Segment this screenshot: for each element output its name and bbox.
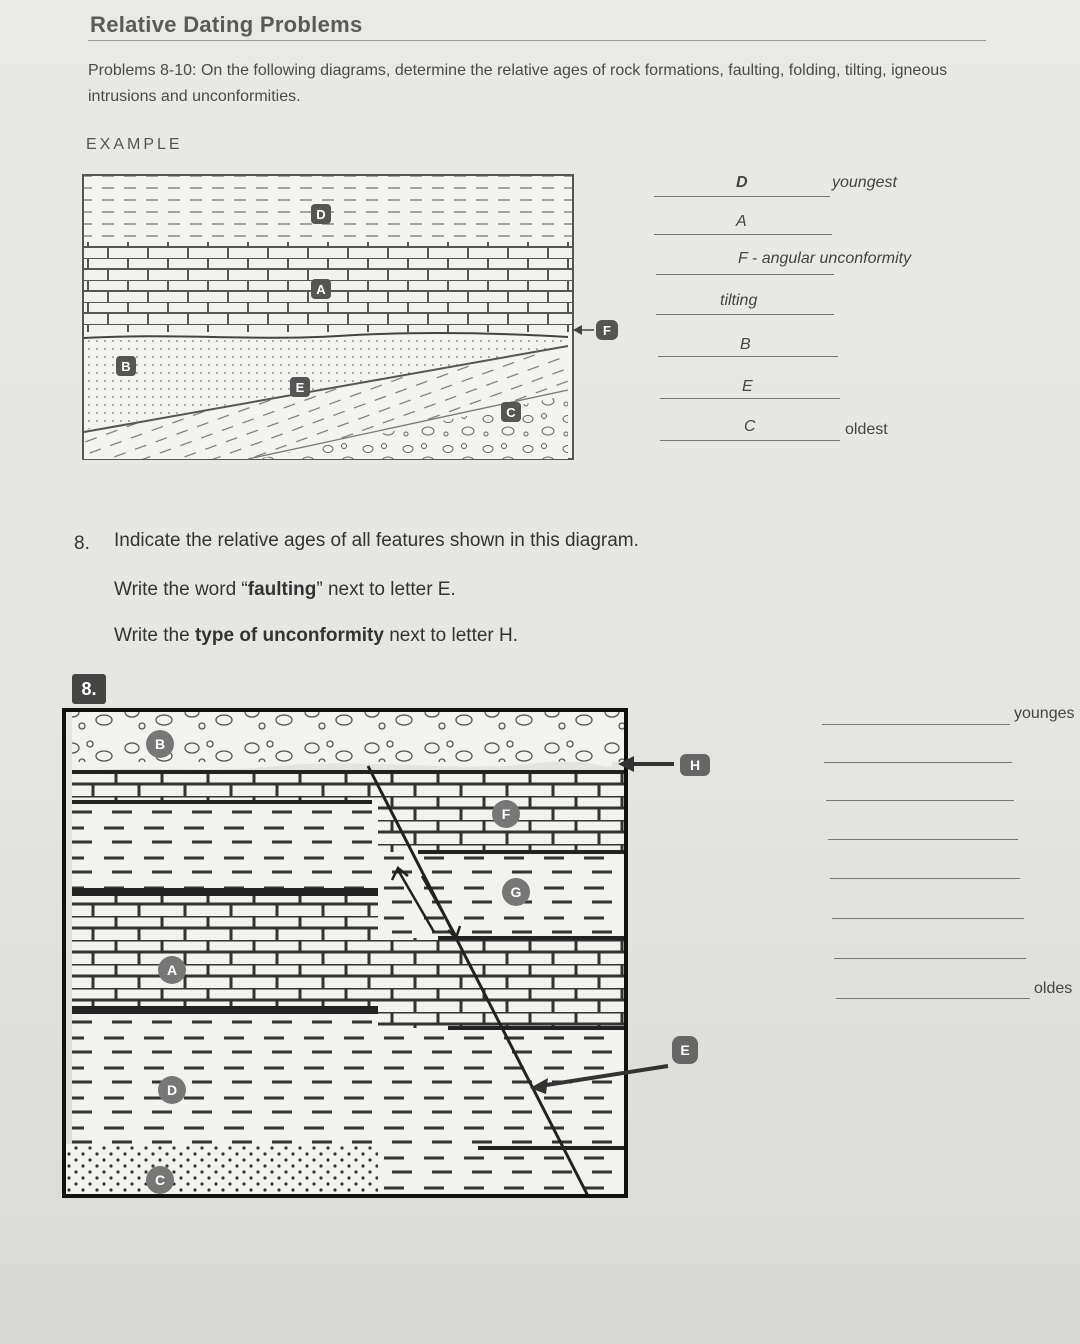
answer-text: tilting [720,292,758,309]
answer-line [654,196,830,197]
answer-line [658,356,838,357]
svg-text:B: B [154,736,166,752]
question8-diagram [58,700,718,1212]
example-label: EXAMPLE [86,136,183,153]
answer-blank-2[interactable] [824,762,1012,763]
q8-label-g [502,878,530,906]
svg-text:D: D [166,1082,178,1098]
svg-text:E: E [295,380,305,395]
example-label-b [116,356,136,376]
answer-blank-3[interactable] [826,800,1014,801]
answer-blank-8[interactable] [836,998,1030,999]
answer-text: E [742,378,753,395]
example-diagram [78,170,638,462]
answer-line [656,274,834,275]
answer-blank-7[interactable] [834,958,1026,959]
q8-label-d [158,1076,186,1104]
q8-label-a [158,956,186,984]
svg-text:A: A [166,962,178,978]
answer-line [656,314,834,315]
title-divider [88,40,986,41]
problem-badge: 8. [72,674,106,704]
youngest-label: youngest [832,174,897,191]
answer-blank-6[interactable] [832,918,1024,919]
page-title: Relative Dating Problems [90,12,363,37]
svg-text:C: C [506,405,516,420]
instructions-text: Problems 8-10: On the following diagrams, determine the relative ages of rock formations, faulting, folding, tilting, igneous intrusions and unconformities. [88,62,948,105]
example-label-c [501,402,521,422]
q8-label-b [146,730,174,758]
answer-text: C [744,418,756,435]
svg-text:F: F [603,323,611,338]
answer-blank-1[interactable] [822,724,1010,725]
youngest-label: younges [1014,705,1075,722]
example-label-a [311,279,331,299]
q8-label-f [492,800,520,828]
answer-text: F - angular unconformity [738,250,912,267]
svg-text:H: H [689,757,701,773]
svg-text:D: D [316,207,326,222]
example-label-e [290,377,310,397]
answer-text: A [736,213,747,230]
svg-text:F: F [501,806,511,822]
q8-label-e [672,1036,698,1064]
question-instruction-faulting: Write the word “faulting” next to letter E. [114,579,456,600]
svg-text:A: A [316,282,326,297]
svg-text:E: E [680,1042,690,1058]
example-label-d [311,204,331,224]
oldest-label: oldest [845,421,888,438]
answer-blank-4[interactable] [828,839,1018,840]
answer-line [654,234,832,235]
example-label-f [596,320,618,340]
question-number: 8. [74,533,90,554]
q8-label-h [680,754,710,776]
oldest-label: oldes [1034,980,1073,997]
question-instruction-unconformity: Write the type of unconformity next to letter H. [114,625,519,646]
svg-text:B: B [121,359,131,374]
answer-line [660,398,840,399]
answer-text: D [736,174,748,191]
svg-text:C: C [154,1172,166,1188]
answer-line [660,440,840,441]
question-prompt: Indicate the relative ages of all features shown in this diagram. [114,530,639,551]
answer-text: B [740,336,751,353]
svg-text:G: G [510,884,522,900]
answer-blank-5[interactable] [830,878,1020,879]
q8-label-c [146,1166,174,1194]
